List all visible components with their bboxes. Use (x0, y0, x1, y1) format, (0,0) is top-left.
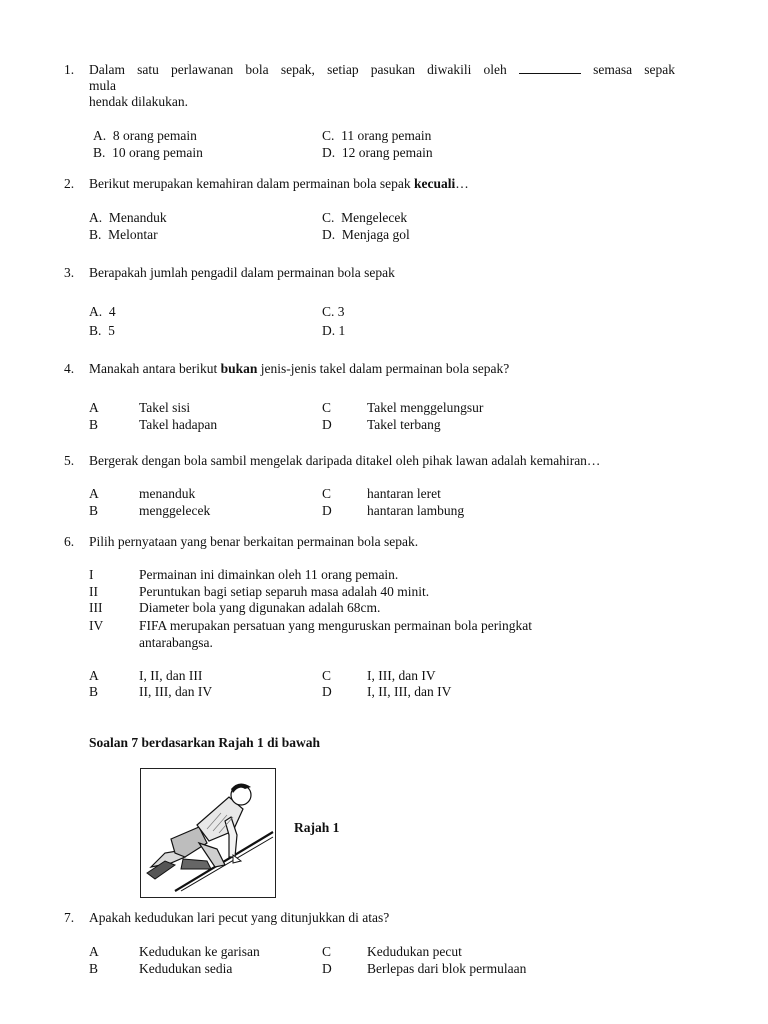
option-letter: A. (89, 304, 103, 319)
option-a-letter: A (89, 944, 99, 959)
answer-blank (519, 62, 581, 74)
question-stem: Apakah kedudukan lari pecut yang ditunjukkan di atas? (89, 910, 390, 925)
question-number: 4. (64, 361, 75, 376)
option-a-letter: A (89, 486, 99, 501)
option-d-letter: D (322, 503, 332, 518)
stem-text: Dalam satu perlawanan bola sepak, setiap pasukan diwakili oleh (89, 62, 507, 77)
statement-text: FIFA merupakan persatuan yang menguruskan permainan bola peringkat (139, 618, 533, 633)
figure-rajah-1 (140, 768, 276, 898)
option-a (89, 304, 116, 320)
option-c-text: Takel menggelungsur (367, 400, 484, 415)
question-number: 1. (64, 62, 75, 77)
option-letter: D. (322, 227, 336, 242)
option-letter: C. (322, 128, 335, 143)
stem-text: Berikut merupakan kemahiran dalam permainan bola sepak (89, 176, 411, 191)
question-number: 6. (64, 534, 75, 549)
question-number: 7. (64, 910, 75, 925)
option-letter: C. (322, 304, 335, 319)
option-c-letter: C (322, 668, 332, 683)
option-b-text: Takel hadapan (139, 417, 218, 432)
option-c-text: hantaran leret (367, 486, 441, 501)
stem-text: hendak dilakukan. (89, 94, 188, 109)
question-stem: Bergerak dengan bola sambil mengelak daripada ditakel oleh pihak lawan adalah kemahiran… (89, 453, 601, 468)
question-stem: Pilih pernyataan yang benar berkaitan permainan bola sepak. (89, 534, 419, 549)
option-text: 3 (337, 304, 345, 319)
option-b (89, 227, 158, 243)
question-number: 2. (64, 176, 75, 191)
option-d-letter: D (322, 961, 332, 976)
option-d-letter: D (322, 684, 332, 699)
option-a-text: Takel sisi (139, 400, 191, 415)
stem-text: jenis-jenis takel dalam permainan bola sepak? (260, 361, 510, 376)
option-text: Melontar (108, 227, 158, 242)
statement-roman: I (89, 567, 94, 582)
option-a-letter: A (89, 400, 99, 415)
option-c-letter: C (322, 944, 332, 959)
option-letter: B. (89, 323, 102, 338)
option-a-text: I, II, dan III (139, 668, 203, 683)
option-b-letter: B (89, 417, 99, 432)
statement-text: antarabangsa. (139, 635, 213, 650)
option-d (322, 227, 410, 243)
option-c-text: Kedudukan pecut (367, 944, 462, 959)
option-b-text: Kedudukan sedia (139, 961, 233, 976)
statement-roman: IV (89, 618, 104, 633)
statement-text: Peruntukan bagi setiap separuh masa adalah 40 minit. (139, 584, 430, 599)
option-b-text: II, III, dan IV (139, 684, 213, 699)
option-text: 5 (108, 323, 115, 338)
option-text: 10 orang pemain (112, 145, 203, 160)
option-text: 1 (338, 323, 346, 338)
option-letter: B. (93, 145, 106, 160)
option-c-letter: C (322, 400, 332, 415)
question-number: 3. (64, 265, 75, 280)
option-d-text: hantaran lambung (367, 503, 465, 518)
option-text: 4 (108, 304, 116, 319)
section-heading: Soalan 7 berdasarkan Rajah 1 di bawah (89, 735, 321, 750)
option-letter: A. (89, 210, 103, 225)
option-b (93, 145, 203, 161)
option-d (322, 145, 433, 161)
question-number: 5. (64, 453, 75, 468)
question-stem (89, 361, 509, 377)
option-b-letter: B (89, 684, 99, 699)
option-d-letter: D (322, 417, 332, 432)
statement-text: Permainan ini dimainkan oleh 11 orang pemain. (139, 567, 399, 582)
option-letter: C. (322, 210, 335, 225)
question-stem: Berapakah jumlah pengadil dalam permainan bola sepak (89, 265, 395, 280)
option-b (89, 323, 115, 339)
statement-text: Diameter bola yang digunakan adalah 68cm. (139, 600, 381, 615)
stem-text: Manakah antara berikut (89, 361, 218, 376)
question-stem (89, 176, 469, 192)
option-a-letter: A (89, 668, 99, 683)
option-b-letter: B (89, 961, 99, 976)
option-c (322, 304, 345, 320)
option-letter: A. (93, 128, 107, 143)
option-text: Menanduk (108, 210, 167, 225)
option-d-text: I, II, III, dan IV (367, 684, 452, 699)
option-a (93, 128, 197, 144)
option-d-text: Berlepas dari blok permulaan (367, 961, 527, 976)
stem-text: … (455, 176, 469, 191)
option-c-letter: C (322, 486, 332, 501)
option-d-text: Takel terbang (367, 417, 441, 432)
option-text: 8 orang pemain (112, 128, 197, 143)
option-letter: B. (89, 227, 102, 242)
option-c-text: I, III, dan IV (367, 668, 436, 683)
option-b-letter: B (89, 503, 99, 518)
option-c (322, 210, 407, 226)
sprinter-crouch-illustration (141, 769, 275, 897)
stem-emphasis: bukan (220, 361, 258, 376)
option-text: 11 orang pemain (341, 128, 432, 143)
option-b-text: menggelecek (139, 503, 211, 518)
option-a-text: Kedudukan ke garisan (139, 944, 260, 959)
question-stem (89, 62, 675, 78)
option-text: 12 orang pemain (341, 145, 433, 160)
stem-emphasis: kecuali (414, 176, 456, 191)
stem-text: semasa sepak (593, 62, 676, 77)
option-c (322, 128, 431, 144)
option-letter: D. (322, 323, 336, 338)
option-letter: D. (322, 145, 336, 160)
option-text: Mengelecek (341, 210, 408, 225)
stem-text: mula (89, 78, 116, 93)
statement-roman: II (89, 584, 98, 599)
option-text: Menjaga gol (341, 227, 410, 242)
option-d (322, 323, 345, 339)
option-a (89, 210, 167, 226)
option-a-text: menanduk (139, 486, 196, 501)
figure-label: Rajah 1 (294, 820, 340, 835)
statement-roman: III (89, 600, 103, 615)
